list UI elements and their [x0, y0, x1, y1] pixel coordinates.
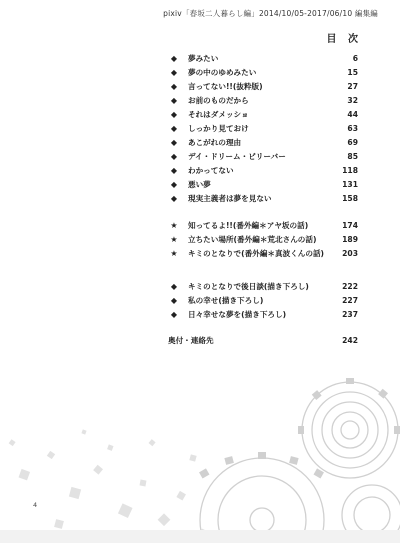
toc-entry-page: 158 [342, 194, 358, 203]
toc-entry-page: 237 [342, 310, 358, 319]
toc-entry-title: わかってない [188, 166, 234, 175]
diamond-icon: ◆ [170, 110, 178, 119]
toc-entry-title: あこがれの理由 [188, 138, 242, 147]
toc-entry-page: 227 [342, 296, 358, 305]
toc-entry-title: デイ・ドリーム・ビリーバー [188, 152, 286, 161]
large-gear-hub [250, 508, 274, 532]
toc-entry [168, 334, 358, 348]
toc-entry [168, 280, 358, 294]
toc-entry-page: 174 [342, 221, 358, 230]
right-gear-ring-3 [332, 412, 368, 448]
toc-entry-page: 6 [352, 54, 358, 63]
toc-entry [168, 192, 358, 206]
diamond-icon: ◆ [170, 96, 178, 105]
toc-entry-page: 189 [342, 235, 358, 244]
star-icon: ★ [170, 221, 178, 230]
toc-entry-title: キミのとなりで後日談(描き下ろし) [188, 282, 309, 291]
star-icon: ★ [170, 249, 178, 258]
toc-entry-title: それはダメッショ [188, 110, 249, 119]
page-number: 4 [33, 501, 38, 509]
diamond-icon: ◆ [170, 310, 178, 319]
toc-entry-page: 15 [347, 68, 358, 77]
toc-entry-page: 27 [347, 82, 358, 91]
toc-entry [168, 164, 358, 178]
toc-entry-title: 悪い夢 [188, 180, 211, 189]
toc-entry-title: キミのとなりで(番外編＊真波くんの話) [188, 249, 325, 258]
toc-entry [168, 52, 358, 66]
running-header: pixiv「春坂二人暮らし編」2014/10/05-2017/06/10 編集編 [163, 9, 378, 18]
toc-entry [168, 108, 358, 122]
toc-entry-page: 63 [347, 124, 358, 133]
toc-entry-title: 夢の中のゆめみたい [188, 68, 257, 77]
toc-entry-title: 奥付・連絡先 [168, 336, 214, 345]
toc-entry-page: 222 [342, 282, 358, 291]
toc-entry [168, 94, 358, 108]
toc-entry-title: お前のものだから [188, 96, 249, 105]
right-gear-ring-1 [312, 392, 388, 468]
toc-entry-title: 立ちたい場所(番外編＊荒北さんの話) [188, 235, 317, 244]
toc-entry [168, 294, 358, 308]
toc-section-new [168, 280, 358, 322]
toc-entry [168, 136, 358, 150]
toc-entry-page: 118 [342, 166, 358, 175]
diamond-icon: ◆ [170, 82, 178, 91]
diamond-icon: ◆ [170, 138, 178, 147]
diamond-icon: ◆ [170, 194, 178, 203]
toc-entry [168, 233, 358, 247]
diamond-icon: ◆ [170, 124, 178, 133]
toc-entry [168, 219, 358, 233]
toc-entry-title: 夢みたい [188, 54, 219, 63]
diamond-icon: ◆ [170, 296, 178, 305]
toc-entry-page: 85 [347, 152, 358, 161]
right-gear-ring-4 [341, 421, 359, 439]
toc-section-colophon [168, 334, 358, 348]
diamond-icon: ◆ [170, 68, 178, 77]
toc-entry-title: 知ってるよ!!(番外編＊アヤ坂の話) [188, 221, 309, 230]
toc-entry [168, 122, 358, 136]
toc-entry-title: 言ってない!!(抜粋版) [188, 82, 263, 91]
diamond-icon: ◆ [170, 54, 178, 63]
toc-entry-title: 現実主義者は夢を見ない [188, 194, 272, 203]
diamond-icon: ◆ [170, 152, 178, 161]
diamond-icon: ◆ [170, 166, 178, 175]
toc-entry-page: 203 [342, 249, 358, 258]
toc-entry [168, 150, 358, 164]
diamond-icon: ◆ [170, 180, 178, 189]
toc-entry [168, 308, 358, 322]
toc-entry-page: 32 [347, 96, 358, 105]
toc-section-main [168, 52, 358, 206]
toc-entry-page: 242 [342, 336, 358, 345]
toc-entry [168, 66, 358, 80]
diamond-icon: ◆ [170, 282, 178, 291]
toc-entry-page: 69 [347, 138, 358, 147]
toc-entry [168, 178, 358, 192]
toc-entry-page: 44 [347, 110, 358, 119]
right-gear-ring-2 [322, 402, 378, 458]
star-icon: ★ [170, 235, 178, 244]
toc-entry-title: 日々幸せな夢を(描き下ろし) [188, 310, 287, 319]
toc-title: 目 次 [326, 34, 362, 45]
toc-entry-title: 私の幸せ(描き下ろし) [188, 296, 264, 305]
small-gear-inner [354, 497, 390, 533]
toc-entry-page: 131 [342, 180, 358, 189]
toc-section-extras [168, 219, 358, 261]
toc-entry [168, 80, 358, 94]
toc-entry-title: しっかり見ておけ [188, 124, 249, 133]
toc-entry [168, 247, 358, 261]
